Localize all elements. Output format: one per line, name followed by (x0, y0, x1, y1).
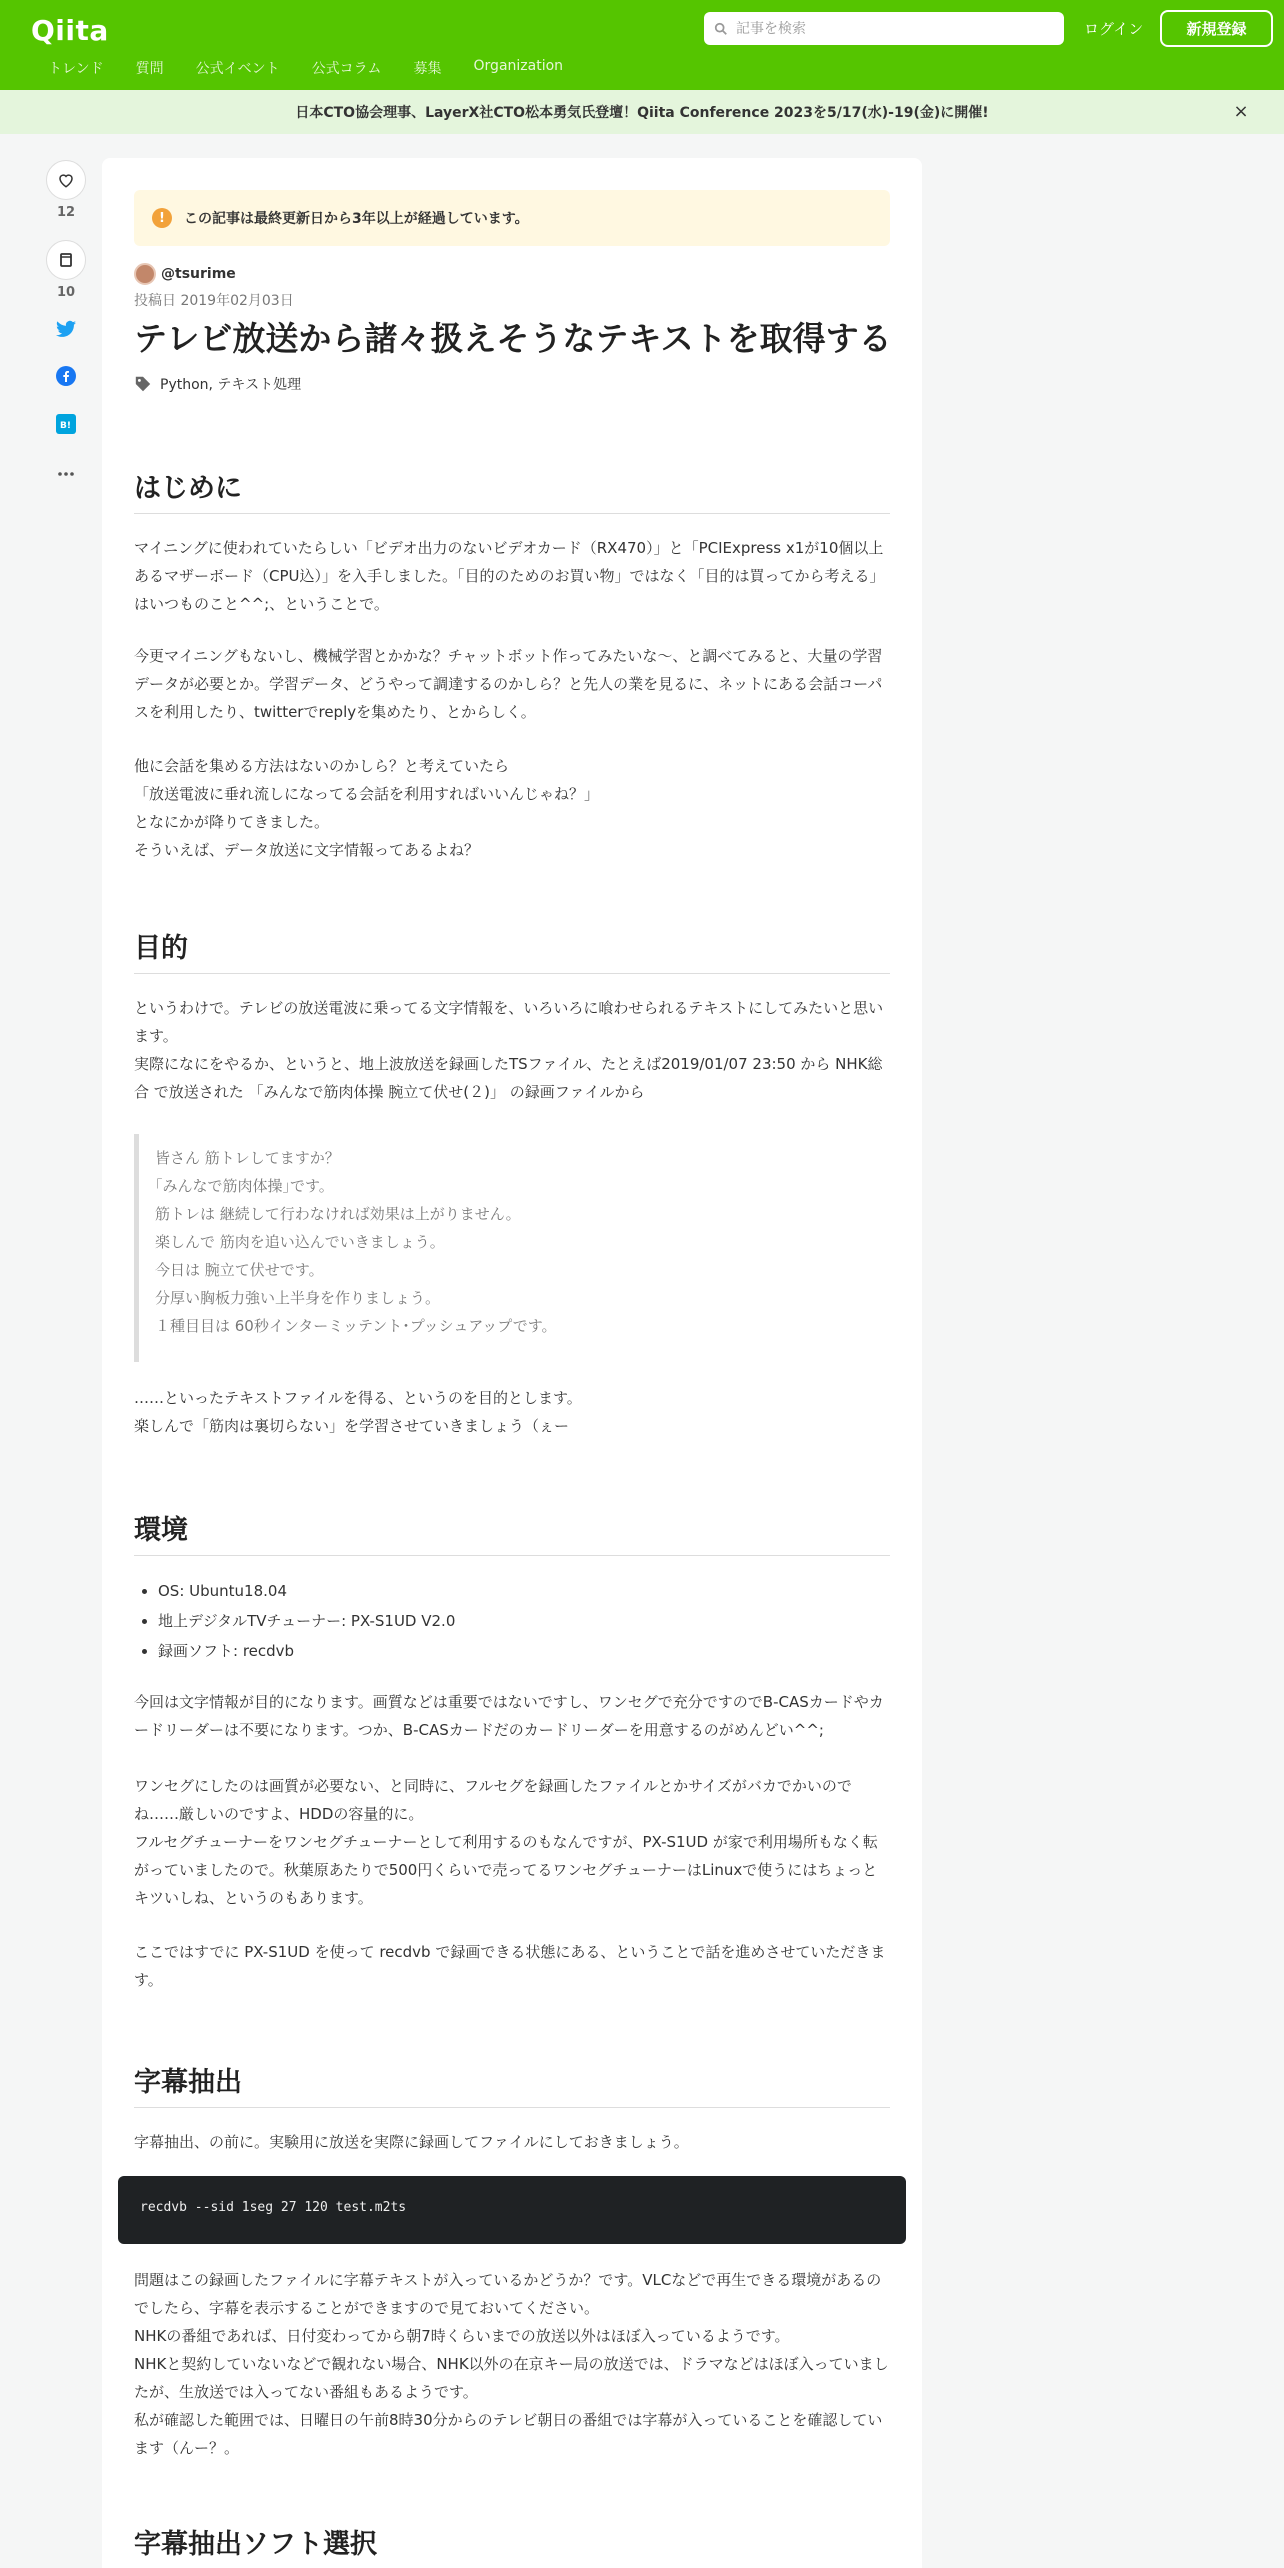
global-nav (48, 58, 595, 78)
banner-text[interactable]: 日本CTO協会理事、LayerX社CTO松本勇気氏登壇！Qiita Conference 2023を5/17(水)-19(金)に開催! (295, 105, 989, 121)
search-icon (714, 22, 728, 36)
like-count: 12 (56, 205, 76, 220)
section-intro (134, 466, 890, 514)
subs-paragraph-1: 字幕抽出、の前に。実験用に放送を実際に録画してファイルにしておきましょう。 (134, 2133, 689, 2151)
env-paragraph-3: フルセグチューナーをワンセグチューナーとして利用するのもなんですが、PX-S1UD が家で利用場所もなく転がっていましたので。秋葉原あたりで500円くらいで売ってるワンセグチューナーはLinuxで使うにはちょっとキツいしね、というのもあります。 (134, 1833, 878, 1907)
article-title: テレビ放送から諸々扱えそうなテキストを取得する (134, 319, 892, 358)
section-purpose (134, 926, 890, 974)
like-button[interactable] (46, 160, 86, 200)
stock-count: 10 (56, 285, 76, 300)
heading-purpose: 目的 (134, 926, 890, 974)
text-line: NHKの番組であれば、日付変わってから朝7時くらいまでの放送以外はほぼ入っているようです。 (134, 2327, 790, 2345)
top-header (0, 0, 1284, 90)
section-environment (134, 1508, 890, 1556)
twitter-share-icon[interactable] (44, 320, 88, 342)
text-line: 「放送電波に垂れ流しになってる会話を利用すればいいんじゃね？」 (134, 785, 600, 803)
section-subtitle-extraction (134, 2060, 890, 2108)
quote-line: 皆さん 筋トレしてますか？ (155, 1149, 340, 1167)
heading-intro: はじめに (134, 466, 890, 514)
avatar[interactable] (134, 263, 156, 285)
intro-paragraph-3 (134, 752, 890, 864)
svg-text:B!: B! (60, 421, 71, 431)
hatena-bookmark-icon[interactable] (44, 414, 88, 438)
search-box[interactable] (704, 12, 1064, 45)
quote-line: ｢みんなで筋肉体操｣です。 (155, 1177, 334, 1195)
heart-icon (57, 171, 75, 189)
tag-icon (134, 375, 152, 393)
purpose-paragraph-2: 実際になにをやるか、というと、地上波放送を録画したTSファイル、たとえば2019/01/07 23:50 から NHK総合 で放送された 「みんなで筋肉体操 腕立て伏せ(２)」 の録画ファイルから (134, 1055, 883, 1101)
text-line: 私が確認した範囲では、日曜日の午前8時30分からのテレビ朝日の番組では字幕が入っていることを確認しています（んー？。 (134, 2411, 883, 2457)
author-name[interactable]: @tsurime (161, 266, 236, 282)
announcement-banner[interactable] (0, 90, 1284, 134)
author-link[interactable] (134, 263, 236, 285)
tags-text[interactable]: Python, テキスト処理 (160, 377, 302, 393)
quote-line: 筋トレは 継続して行わなければ効果は上がりません。 (155, 1205, 521, 1223)
qiita-logo[interactable]: Qiita (31, 14, 109, 47)
tag-list (134, 374, 301, 394)
list-item: • 録画ソフト: recdvb (158, 1636, 890, 1666)
list-item: • OS: Ubuntu18.04 (158, 1576, 890, 1606)
close-icon[interactable]: × (1233, 100, 1249, 122)
stock-icon (58, 251, 74, 269)
env-paragraph-4: ここではすでに PX-S1UD を使って recdvb で録画できる状態にある、ということで話を進めさせていただきます。 (134, 1943, 886, 1989)
quote-line: １種目目は 60秒インターミッテント･プッシュアップです。 (155, 1317, 557, 1335)
text-line: 他に会話を集める方法はないのかしら？と考えていたら (134, 757, 510, 775)
heading-subtitle-extraction: 字幕抽出 (134, 2060, 890, 2108)
search-input[interactable] (736, 21, 1036, 37)
text-line: 楽しんで「筋肉は裏切らない」を学習させていきましょう（ぇー (134, 1417, 570, 1435)
more-options-icon[interactable] (44, 462, 88, 481)
subs-paragraph-2 (134, 2266, 890, 2462)
env-paragraph-1: 今回は文字情報が目的になります。画質などは重要ではないですし、ワンセグで充分ですのでB-CASカードやカードリーダーは不要になります。つか、B-CASカードだのカードリーダーを用意するのがめんどい^^; (134, 1693, 884, 1739)
quote-line: 楽しんで 筋肉を追い込んでいきましょう。 (155, 1233, 445, 1251)
signup-button[interactable]: 新規登録 (1160, 10, 1273, 47)
notice-text: この記事は最終更新日から3年以上が経過しています。 (184, 211, 529, 227)
nav-official-events[interactable]: 公式イベント (195, 61, 280, 77)
purpose-paragraph-3 (134, 1384, 890, 1440)
list-item: • 地上デジタルTVチューナー: PX-S1UD V2.0 (158, 1606, 890, 1636)
text-line: となにかが降りてきました。 (134, 813, 330, 831)
blockquote (134, 1134, 890, 1362)
text-line: ……といったテキストファイルを得る、というのを目的とします。 (134, 1389, 582, 1407)
quote-line: 今日は 腕立て伏せです。 (155, 1261, 324, 1279)
warning-icon: ! (152, 208, 172, 228)
intro-paragraph-1: マイニングに使われていたらしい「ビデオ出力のないビデオカード（RX470）」と「PCIExpress x1が10個以上あるマザーボード（CPU込）」を入手しました。「目的のためのお買い物」ではなく「目的は買ってから考える」はいつものこと^^;、ということで。 (134, 539, 885, 613)
text-line: NHKと契約していないなどで観れない場合、NHK以外の在京キー局の放送では、ドラマなどはほぼ入っていましたが、生放送では入ってない番組もあるようです。 (134, 2355, 889, 2401)
nav-recruit[interactable]: 募集 (413, 61, 442, 77)
article-card (102, 158, 922, 2568)
nav-official-columns[interactable]: 公式コラム (311, 61, 382, 77)
purpose-paragraph-1: というわけで。テレビの放送電波に乗ってる文字情報を、いろいろに喰わせられるテキストにしてみたいと思います。 (134, 999, 884, 1045)
text-line: 問題はこの録画したファイルに字幕テキストが入っているかどうか？です。VLCなどで再生できる環境があるのでしたら、字幕を表示することができますので見ておいてください。 (134, 2271, 882, 2317)
heading-environment: 環境 (134, 1508, 890, 1556)
quote-line: 分厚い胸板力強い上半身を作りましょう。 (155, 1289, 441, 1307)
section-software-selection (134, 2522, 890, 2568)
outdated-notice (134, 190, 890, 246)
facebook-share-icon[interactable] (44, 366, 88, 390)
nav-trend[interactable]: トレンド (48, 61, 104, 77)
nav-organization[interactable]: Organization (473, 58, 564, 74)
heading-software-selection: 字幕抽出ソフト選択 (134, 2522, 890, 2568)
intro-paragraph-2: 今更マイニングもないし、機械学習とかかな？チャットボット作ってみたいな～、と調べてみると、大量の学習データが必要とか。学習データ、どうやって調達するのかしら？と先人の業を見るに、ネットにある会話コーパスを利用したり、twitterでreplyを集めたり、とからしく。 (134, 647, 883, 721)
login-link[interactable]: ログイン (1084, 20, 1144, 38)
code-block[interactable]: recdvb --sid 1seg 27 120 test.m2ts (118, 2176, 906, 2244)
text-line: そういえば、データ放送に文字情報ってあるよね？ (134, 841, 480, 859)
stock-button[interactable] (46, 240, 86, 280)
nav-questions[interactable]: 質問 (135, 61, 164, 77)
env-paragraph-2: ワンセグにしたのは画質が必要ない、と同時に、フルセグを録画したファイルとかサイズがバカでかいのでね……厳しいのですよ、HDDの容量的に。 (134, 1777, 852, 1823)
environment-list (134, 1576, 890, 1666)
posted-date: 投稿日 2019年02月03日 (134, 293, 294, 309)
article-actions (44, 160, 88, 481)
